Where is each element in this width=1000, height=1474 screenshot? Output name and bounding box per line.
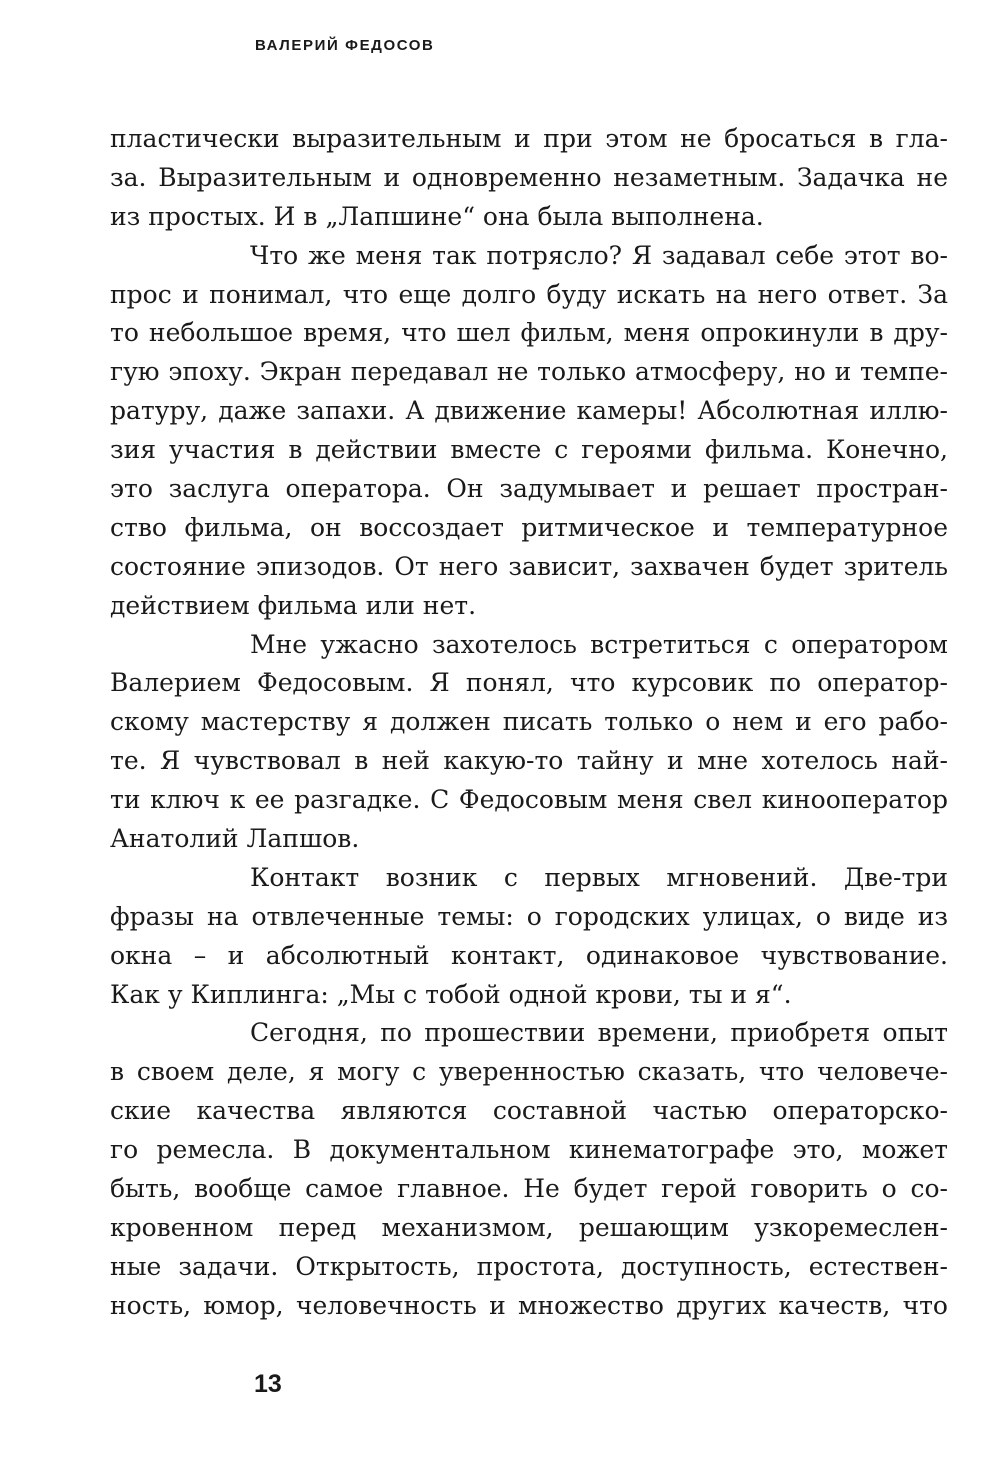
- text-line: Валерием Федосовым. Я понял, что курсовик по оператор-: [110, 668, 948, 698]
- text-line: Что же меня так потрясло? Я задавал себе этот во-: [250, 240, 948, 270]
- text-line: прос и понимал, что еще долго буду искать на него ответ. За: [110, 279, 948, 309]
- text-line: состояние эпизодов. От него зависит, захвачен будет зритель: [110, 551, 948, 581]
- text-line: те. Я чувствовал в ней какую-то тайну и мне хотелось най-: [110, 746, 948, 776]
- text-line: действием фильма или нет.: [110, 590, 477, 620]
- text-line: в своем деле, я могу с уверенностью сказать, что человече-: [110, 1057, 948, 1087]
- running-header: ВАЛЕРИЙ ФЕДОСОВ: [255, 37, 435, 54]
- text-line: гую эпоху. Экран передавал не только атмосферу, но и темпе-: [110, 357, 948, 387]
- text-line: из простых. И в „Лапшине“ она была выполнена.: [110, 201, 764, 231]
- text-line: быть, вообще самое главное. Не будет герой говорить о со-: [110, 1174, 948, 1204]
- text-line: ность, юмор, человечность и множество других качеств, что: [110, 1290, 948, 1320]
- text-line: Сегодня, по прошествии времени, приобретя опыт: [250, 1018, 948, 1048]
- text-line: ные задачи. Открытость, простота, доступность, естествен-: [110, 1251, 948, 1281]
- text-line: ство фильма, он воссоздает ритмическое и температурное: [110, 512, 948, 542]
- text-line: пластически выразительным и при этом не бросаться в гла-: [110, 124, 948, 153]
- text-line: фразы на отвлеченные темы: о городских улицах, о виде из: [110, 901, 948, 931]
- text-line: зия участия в действии вместе с героями фильма. Конечно,: [110, 435, 948, 465]
- page-number: 13: [254, 1370, 282, 1398]
- text-line: ти ключ к ее разгадке. С Федосовым меня свел кинооператор: [110, 785, 948, 815]
- text-line: Мне ужасно захотелось встретиться с оператором: [250, 629, 948, 659]
- text-line: это заслуга оператора. Он задумывает и решает простран-: [110, 474, 948, 504]
- text-line: ратуру, даже запахи. А движение камеры! Абсолютная иллю-: [110, 396, 948, 426]
- text-line: скому мастерству я должен писать только о нем и его рабо-: [110, 707, 948, 737]
- text-line: то небольшое время, что шел фильм, меня опрокинули в дру-: [110, 318, 948, 348]
- text-line: за. Выразительным и одновременно незаметным. Задачка не: [110, 162, 948, 192]
- text-line: кровенном перед механизмом, решающим узкоремеслен-: [110, 1212, 948, 1242]
- text-line: Анатолий Лапшов.: [110, 824, 360, 854]
- page-body: [110, 120, 948, 1326]
- text-line: ские качества являются составной частью операторско-: [110, 1096, 948, 1126]
- text-line: Контакт возник с первых мгновений. Две-три: [250, 862, 948, 892]
- text-line: окна – и абсолютный контакт, одинаковое чувствование.: [110, 940, 948, 970]
- text-line: Как у Киплинга: „Мы с тобой одной крови, ты и я“.: [110, 979, 792, 1009]
- text-line: го ремесла. В документальном кинематографе это, может: [110, 1135, 948, 1165]
